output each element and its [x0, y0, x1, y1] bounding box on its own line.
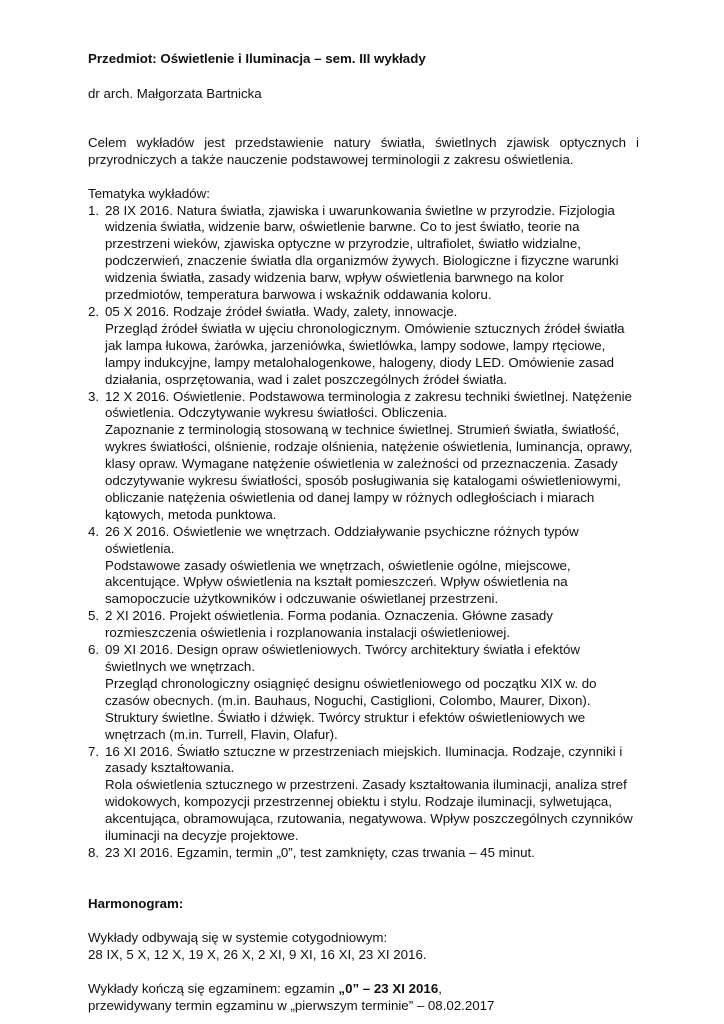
lecture-line: oświetlenia. Odczytywanie wykresu światłości. Obliczenia.	[105, 405, 448, 421]
exam-date-bold: „0” – 23 XI 2016	[338, 980, 439, 996]
lecture-line: 26 X 2016. Oświetlenie we wnętrzach. Oddziaływanie psychiczne różnych typów	[105, 523, 579, 539]
topics-heading: Tematyka wykładów:	[88, 185, 210, 201]
document-title: Przedmiot: Oświetlenie i Iluminacja – sem. III wykłady	[88, 51, 426, 66]
lecture-line: 23 XI 2016. Egzamin, termin „0”, test zamknięty, czas trwania – 45 minut.	[105, 844, 535, 860]
lecture-line: 2 XI 2016. Projekt oświetlenia. Forma podania. Oznaczenia. Główne zasady	[105, 608, 553, 624]
lecture-item	[88, 524, 639, 609]
schedule-block	[88, 930, 639, 964]
lecture-line: wykres światłości, olśnienie, rodzaje olśnienia, natężenie oświetlenia, luminancja, oprawy,	[105, 439, 633, 455]
lecture-number: 3.	[88, 388, 100, 404]
lecture-number: 2.	[88, 303, 100, 319]
lecture-line: podczerwień, znaczenie światła dla organizmów żywych. Biologiczne i fizyczne warunki	[105, 253, 619, 269]
lecture-item	[88, 304, 639, 389]
lecture-line: Przegląd chronologiczny osiągnięć designu oświetleniowego od początku XIX w. do	[105, 675, 597, 691]
lecture-line: Zapoznanie z terminologią stosowaną w technice świetlnej. Strumień światła, światłość,	[105, 422, 620, 438]
exam-term-line: przewidywany termin egzaminu w „pierwszym terminie” – 08.02.2017	[88, 997, 495, 1013]
lecture-number: 1.	[88, 202, 100, 218]
lecture-line: kątowych, metoda punktowa.	[105, 506, 277, 522]
lecture-number: 5.	[88, 608, 100, 624]
lecture-line: iluminacji na decyzje projektowe.	[105, 828, 299, 844]
lecture-item	[88, 845, 639, 862]
exam-line	[88, 981, 639, 998]
lecture-line: świetlnych we wnętrzach.	[105, 659, 256, 674]
lecture-number: 8.	[88, 844, 100, 860]
lecture-line: widokowych, kompozycji przestrzennej obiektu i stylu. Rodzaje iluminacji, sylwetująca,	[105, 794, 612, 810]
lecture-line: samopoczucie użytkowników i odczuwanie oświetlanej przestrzeni.	[105, 591, 499, 607]
lecture-number: 4.	[88, 523, 100, 539]
lecture-line: jak lampa łukowa, żarówka, jarzeniówka, świetlówka, lampy sodowe, lampy rtęciowe,	[105, 337, 606, 353]
exam-punct: ,	[438, 980, 442, 996]
schedule-line: Wykłady odbywają się w systemie cotygodniowym:	[88, 929, 388, 945]
lecture-line: przestrzeni wieków, zjawiska optyczne w przyrodzie, ultrafiolet, światło widzialne,	[105, 236, 581, 252]
lecture-item	[88, 744, 639, 845]
lecture-item	[88, 203, 639, 304]
exam-block	[88, 981, 639, 1015]
author-line: dr arch. Małgorzata Bartnicka	[88, 85, 262, 101]
lecture-line: 05 X 2016. Rodzaje źródeł światła. Wady, zalety, innowacje.	[105, 303, 458, 319]
lecture-line: Struktury świetlne. Światło i dźwięk. Twórcy struktur i efektów oświetleniowych we	[105, 709, 586, 725]
intro-paragraph: Celem wykładów jest przedstawienie natury światła, świetlnych zjawisk optycznych i przyrodniczych a także nauczenie podstawowej terminologii z zakresu oświetlenia.	[88, 134, 639, 167]
lecture-line: czasów obecnych. (m.in. Bauhaus, Noguchi, Castiglioni, Colombo, Maurer, Dixon).	[105, 692, 591, 708]
lecture-line: odczytywanie wykresu światłości, sposób posługiwania się katalogami oświetleniowymi,	[105, 473, 621, 489]
lecture-line: oświetlenia.	[105, 540, 175, 556]
lecture-line: akcentujące. Wpływ oświetlenia na kształt pomieszczeń. Wpływ oświetlenia na	[105, 574, 568, 590]
lecture-number: 7.	[88, 743, 100, 759]
lecture-line: zasady kształtowania.	[105, 760, 235, 776]
lecture-line: 09 XI 2016. Design opraw oświetleniowych. Twórcy architektury światła i efektów	[105, 642, 580, 658]
lecture-line: Rola oświetlenia sztucznego w przestrzeni. Zasady kształtowania iluminacji, analiza stref	[105, 777, 627, 793]
lecture-line: klasy opraw. Wymagane natężenie oświetlenia w zależności od przeznaczenia. Zasady	[105, 456, 618, 472]
lecture-line: Podstawowe zasady oświetlenia we wnętrzach, oświetlenie ogólne, miejscowe,	[105, 557, 571, 573]
lecture-line: widzenia światła, zasady widzenia barw, wpływ oświetlenia barwnego na kolor	[105, 270, 564, 286]
lecture-line: rozmieszczenia oświetlenia i rozplanowania instalacji oświetleniowej.	[105, 625, 511, 641]
schedule-dates: 28 IX, 5 X, 12 X, 19 X, 26 X, 2 XI, 9 XI, 16 XI, 23 XI 2016.	[88, 946, 427, 962]
lecture-line: działania, osprzętowania, wad i zalet poszczególnych źródeł światła.	[105, 371, 508, 387]
lecture-line: 12 X 2016. Oświetlenie. Podstawowa terminologia z zakresu techniki świetlnej. Natężenie	[105, 388, 632, 404]
lecture-item	[88, 642, 639, 743]
harmonogram-heading: Harmonogram:	[88, 895, 184, 911]
lecture-line: widzenia światła, widzenie barw, oświetlenie barwne. Co to jest światło, teorie na	[105, 219, 580, 235]
lecture-line: 16 XI 2016. Światło sztuczne w przestrzeniach miejskich. Iluminacja. Rodzaje, czynniki i	[105, 743, 623, 759]
document-page	[88, 51, 639, 1014]
lecture-item	[88, 608, 639, 642]
lecture-line: Przegląd źródeł światła w ujęciu chronologicznym. Omówienie sztucznych źródeł światła	[105, 320, 625, 336]
exam-text: Wykłady kończą się egzaminem: egzamin	[88, 980, 339, 996]
lecture-line: lampy indukcyjne, lampy metalohalogenkowe, halogeny, diody LED. Omówienie zasad	[105, 354, 615, 370]
lecture-number: 6.	[88, 642, 100, 658]
lecture-line: obliczanie natężenia oświetlenia od danej lampy w różnych odległościach i miarach	[105, 489, 595, 505]
lecture-list	[88, 203, 639, 862]
lecture-line: 28 IX 2016. Natura światła, zjawiska i uwarunkowania świetlne w przyrodzie. Fizjologia	[105, 202, 615, 218]
lecture-line: wnętrzach (m.in. Turrell, Flavin, Olafur).	[105, 726, 338, 742]
lecture-line: akcentująca, obramowująca, rzutowania, negatywowa. Wpływ poszczególnych czynników	[105, 811, 633, 827]
lecture-line: przedmiotów, temperatura barwowa i wskaźnik oddawania koloru.	[105, 287, 492, 303]
lecture-item	[88, 389, 639, 524]
